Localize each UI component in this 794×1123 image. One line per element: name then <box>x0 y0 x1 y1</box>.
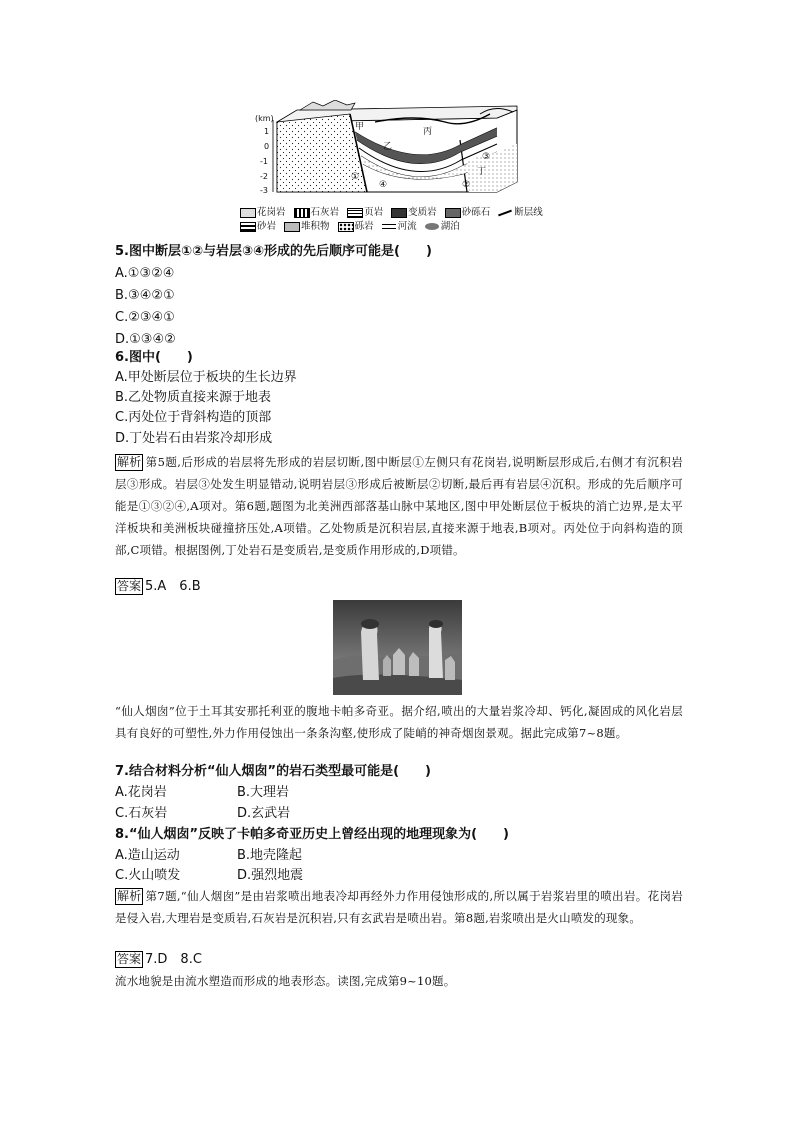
option-6d: D.丁处岩石由岩浆冷却形成 <box>115 431 273 446</box>
label-jia: 甲 <box>355 122 365 132</box>
label-4: ④ <box>379 180 388 190</box>
label-2: ② <box>462 180 471 190</box>
option-5a: A.①③②④ <box>115 266 175 281</box>
option-7d: D.玄武岩 <box>237 806 291 821</box>
legend-item: 断层线 <box>498 206 543 220</box>
explanation-block <box>115 885 683 929</box>
axis-tick: -2 <box>260 172 268 181</box>
option-7c: C.石灰岩 <box>115 806 168 821</box>
axis-tick: 0 <box>264 142 270 151</box>
legend-item: 砾岩 <box>338 220 374 234</box>
answer-tag: 答案 <box>117 579 142 593</box>
legend-item: 石灰岩 <box>294 206 340 220</box>
explanation-block <box>115 451 683 561</box>
legend-item: 河流 <box>382 220 417 234</box>
question-5-stem: 5.图中断层①②与岩层③④形成的先后顺序可能是( ) <box>115 244 432 259</box>
option-5c: C.②③④① <box>115 310 175 325</box>
option-5d: D.①③④② <box>115 332 176 347</box>
question-8-stem: 8.“仙人烟囱”反映了卡帕多奇亚历史上曾经出现的地理现象为( ) <box>115 827 509 842</box>
legend-item: 花岗岩 <box>240 206 286 220</box>
option-7a: A.花岗岩 <box>115 785 167 800</box>
options-8-row-1 <box>115 846 359 866</box>
label-ding: 丁 <box>477 167 487 177</box>
option-8a: A.造山运动 <box>115 848 180 863</box>
explanation-tag: 解析 <box>117 889 142 903</box>
geologic-section-figure <box>255 100 525 205</box>
label-3: ③ <box>482 152 491 162</box>
axis-tick: -1 <box>260 157 268 166</box>
legend-item: 砂砾石 <box>445 206 491 220</box>
options-8-row-2 <box>115 866 359 886</box>
options-7-row-1 <box>115 783 359 803</box>
fairy-chimneys-photo <box>333 600 462 695</box>
answer-block <box>115 577 201 597</box>
figure-legend <box>240 206 560 234</box>
option-6b: B.乙处物质直接来源于地表 <box>115 390 272 405</box>
option-5b: B.③④②① <box>115 288 175 303</box>
answer-text: 5.A 6.B <box>145 579 201 594</box>
question-7-stem: 7.结合材料分析“仙人烟囱”的岩石类型最可能是( ) <box>115 764 431 779</box>
label-yi: 乙 <box>383 142 393 152</box>
question-6-stem: 6.图中( ) <box>115 350 193 365</box>
option-6a: A.甲处断层位于板块的生长边界 <box>115 370 297 385</box>
axis-unit: (km) <box>255 114 274 123</box>
intro-text-9-10: 流水地貌是由流水塑造而形成的地表形态。读图,完成第9~10题。 <box>115 974 456 988</box>
answer-text: 7.D 8.C <box>145 952 202 967</box>
legend-item: 湖泊 <box>425 220 460 234</box>
option-8b: B.地壳隆起 <box>237 848 303 863</box>
option-8d: D.强烈地震 <box>237 868 304 883</box>
label-bing: 丙 <box>423 127 433 137</box>
legend-item: 砂岩 <box>240 220 276 234</box>
axis-tick: -3 <box>260 186 268 195</box>
legend-item: 页岩 <box>347 206 383 220</box>
option-8c: C.火山喷发 <box>115 868 181 883</box>
axis-tick: 1 <box>264 127 270 136</box>
legend-item: 变质岩 <box>391 206 437 220</box>
legend-item: 堆积物 <box>284 220 330 234</box>
explanation-text: 第5题,后形成的岩层将先形成的岩层切断,图中断层①左侧只有花岗岩,说明断层形成后,右侧才有沉积岩层③形成。岩层③处发生明显错动,说明岩层③形成后被断层②切断,最后再有岩层④沉积。形成的先后顺序可能是①③②④,A项对。第6题,题图为北美洲西部落基山脉中某地区,图中甲处断层位于板块的消亡边界,是太平洋板块和美洲板块碰撞挤压处,A项错。乙处物质是沉积岩层,直接来源于地表,B项对。丙处位于向斜构造的顶部,C项错。根据图例,丁处岩石是变质岩,是变质作用形成的,D项错。 <box>115 455 683 557</box>
explanation-text: 第7题,“仙人烟囱”是由岩浆喷出地表冷却再经外力作用侵蚀形成的,所以属于岩浆岩里的喷出岩。花岗岩是侵入岩,大理岩是变质岩,石灰岩是沉积岩,只有玄武岩是喷出岩。第8题,岩浆喷出是火山喷发的现象。 <box>115 889 683 925</box>
label-1: ① <box>351 172 360 182</box>
explanation-tag: 解析 <box>117 455 142 469</box>
answer-block <box>115 950 202 970</box>
intro-text-7-8: “仙人烟囱”位于土耳其安那托利亚的腹地卡帕多奇亚。据介绍,喷出的大量岩浆冷却、钙化,凝固成的风化岩层具有良好的可塑性,外力作用侵蚀出一条条沟壑,使形成了陡峭的神奇烟囱景观。据此完成第7~8题。 <box>115 704 683 740</box>
answer-tag: 答案 <box>117 952 142 966</box>
options-7-row-2 <box>115 804 359 824</box>
option-6c: C.丙处位于背斜构造的顶部 <box>115 410 272 425</box>
option-7b: B.大理岩 <box>237 785 290 800</box>
